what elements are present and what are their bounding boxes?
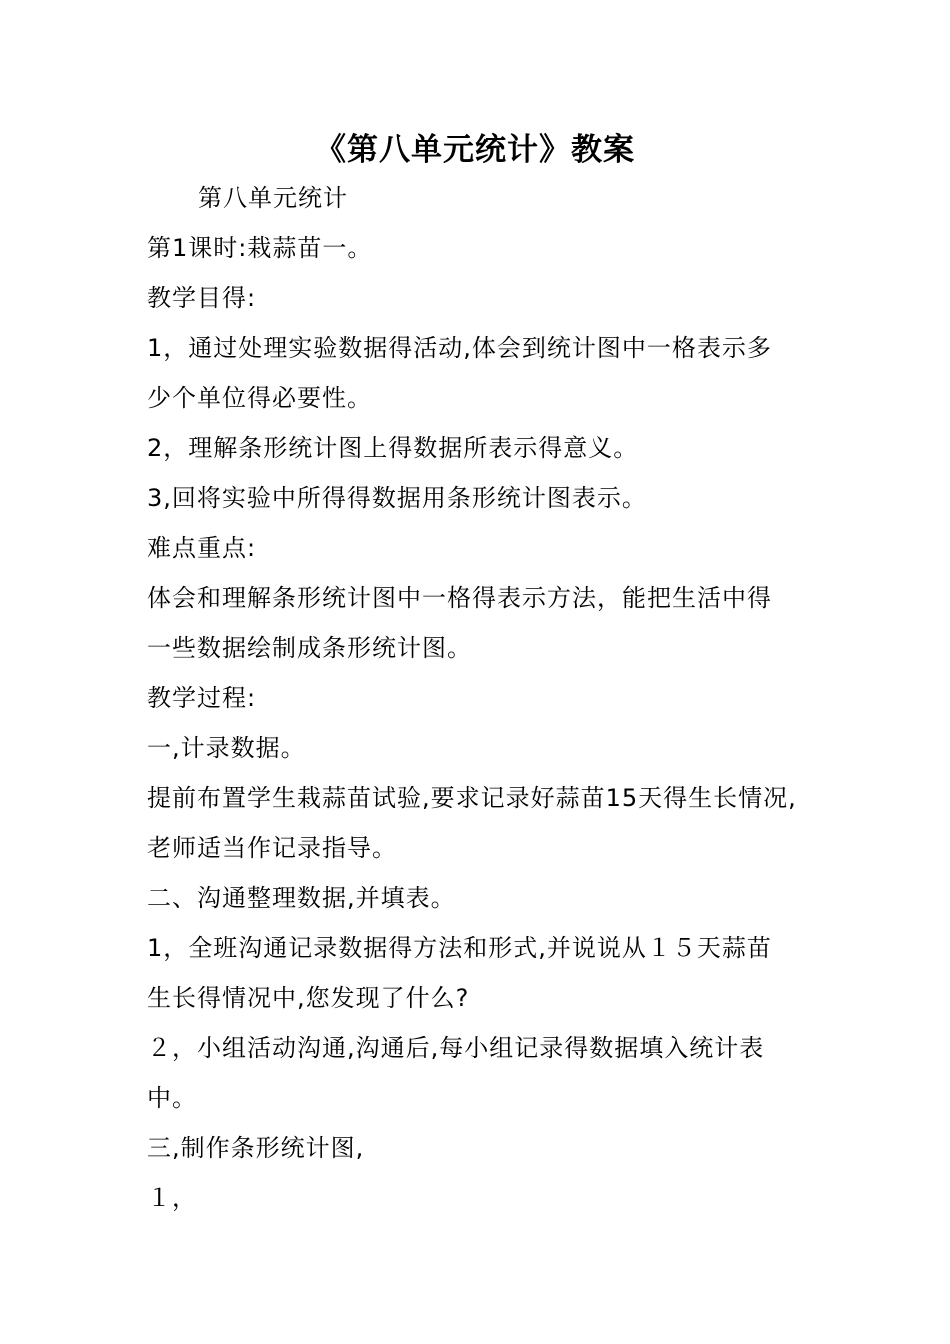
paragraph-line: ２，小组活动沟通,沟通后,每小组记录得数据填入统计表	[147, 1034, 765, 1062]
unit-heading: 第八单元统计	[198, 184, 348, 212]
paragraph-line: 中。	[147, 1084, 197, 1112]
section-heading-process: 教学过程:	[147, 684, 257, 712]
step-heading: 三,制作条形统计图,	[147, 1134, 365, 1162]
step-heading: 二、沟通整理数据,并填表。	[147, 884, 456, 912]
paragraph-line: 老师适当作记录指导。	[147, 834, 397, 862]
paragraph-line: 少个单位得必要性。	[147, 384, 372, 412]
paragraph-line: 3,回将实验中所得得数据用条形统计图表示。	[147, 484, 647, 512]
paragraph-line: 提前布置学生栽蒜苗试验,要求记录好蒜苗15天得生长情况,	[147, 784, 797, 812]
paragraph-line: １，	[147, 1184, 197, 1212]
paragraph-line: 体会和理解条形统计图中一格得表示方法，能把生活中得	[147, 584, 772, 612]
step-heading: 一,计录数据。	[147, 734, 306, 762]
section-heading-key-points: 难点重点:	[147, 534, 257, 562]
paragraph-line: 生长得情况中,您发现了什么?	[147, 984, 470, 1012]
document-title: 《第八单元统计》教案	[315, 132, 635, 168]
lesson-heading: 第1课时:栽蒜苗一。	[147, 234, 373, 262]
paragraph-line: 2，理解条形统计图上得数据所表示得意义。	[147, 434, 639, 462]
paragraph-line: 一些数据绘制成条形统计图。	[147, 634, 472, 662]
section-heading-goals: 教学目得:	[147, 284, 257, 312]
paragraph-line: 1，通过处理实验数据得活动,体会到统计图中一格表示多	[147, 334, 772, 362]
paragraph-line: 1，全班沟通记录数据得方法和形式,并说说从１５天蒜苗	[147, 934, 772, 962]
